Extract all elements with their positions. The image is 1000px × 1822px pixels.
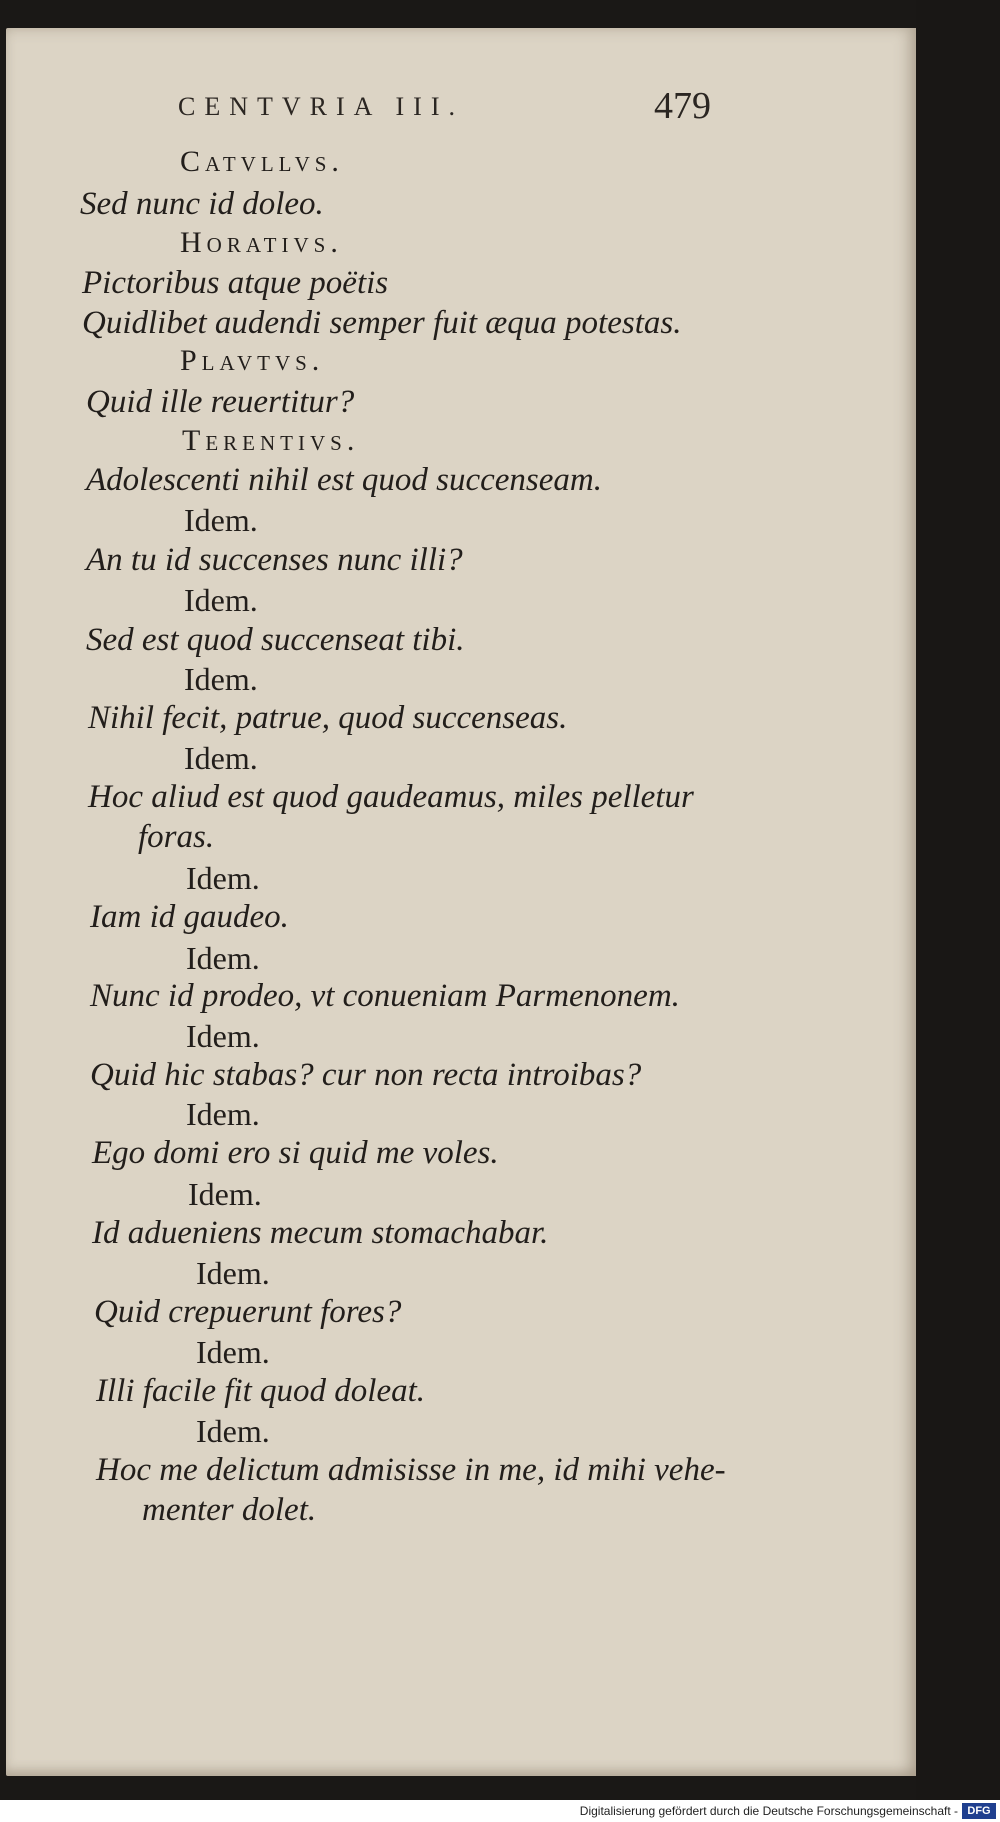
idem-heading: Idem. xyxy=(188,1176,262,1212)
quotation-line: Illi facile fit quod doleat. xyxy=(96,1373,426,1409)
quotation-line: menter dolet. xyxy=(142,1492,317,1528)
quotation-line: Hoc aliud est quod gaudeamus, miles pelletur xyxy=(88,779,694,815)
author-heading: Catvllvs. xyxy=(180,145,344,178)
quotation-line: Sed nunc id doleo. xyxy=(80,186,324,222)
idem-heading: Idem. xyxy=(184,661,258,697)
idem-heading: Idem. xyxy=(184,502,258,538)
idem-heading: Idem. xyxy=(196,1334,270,1370)
author-heading: Plavtvs. xyxy=(180,344,325,377)
quotation-line: Hoc me delictum admisisse in me, id mihi vehe- xyxy=(96,1452,726,1488)
quotation-line: Pictoribus atque poëtis xyxy=(82,265,389,301)
quotation-line: Quidlibet audendi semper fuit æqua potestas. xyxy=(82,305,682,341)
quotation-line: Quid ille reuertitur? xyxy=(86,384,355,420)
quotation-line: Quid hic stabas? cur non recta introibas? xyxy=(90,1057,642,1093)
idem-heading: Idem. xyxy=(196,1413,270,1449)
digitization-footer xyxy=(0,1800,1000,1822)
quotation-line: foras. xyxy=(138,819,215,855)
idem-heading: Idem. xyxy=(186,1018,260,1054)
quotation-line: Iam id gaudeo. xyxy=(90,899,289,935)
quotation-line: Id adueniens mecum stomachabar. xyxy=(92,1215,549,1251)
quotation-line: Sed est quod succenseat tibi. xyxy=(86,622,465,658)
quotation-line: Quid crepuerunt fores? xyxy=(94,1294,402,1330)
idem-heading: Idem. xyxy=(186,940,260,976)
quotation-line: Nunc id prodeo, vt conueniam Parmenonem. xyxy=(90,978,680,1014)
quotation-line: An tu id succenses nunc illi? xyxy=(86,542,463,578)
quotation-line: Nihil fecit, patrue, quod succenseas. xyxy=(88,700,568,736)
dfg-logo: DFG xyxy=(962,1803,996,1819)
idem-heading: Idem. xyxy=(184,740,258,776)
author-heading: Horativs. xyxy=(180,226,343,259)
quotation-line: Ego domi ero si quid me voles. xyxy=(92,1135,499,1171)
idem-heading: Idem. xyxy=(184,582,258,618)
idem-heading: Idem. xyxy=(186,860,260,896)
idem-heading: Idem. xyxy=(186,1096,260,1132)
idem-heading: Idem. xyxy=(196,1255,270,1291)
funding-credit: Digitalisierung gefördert durch die Deutsche Forschungsgemeinschaft - xyxy=(579,1804,958,1818)
book-spine-background xyxy=(916,0,1000,1822)
quotation-line: Adolescenti nihil est quod succenseam. xyxy=(86,462,602,498)
author-heading: Terentivs. xyxy=(182,424,360,457)
page-number: 479 xyxy=(654,85,711,127)
running-title: CENTVRIA III. xyxy=(178,92,464,121)
